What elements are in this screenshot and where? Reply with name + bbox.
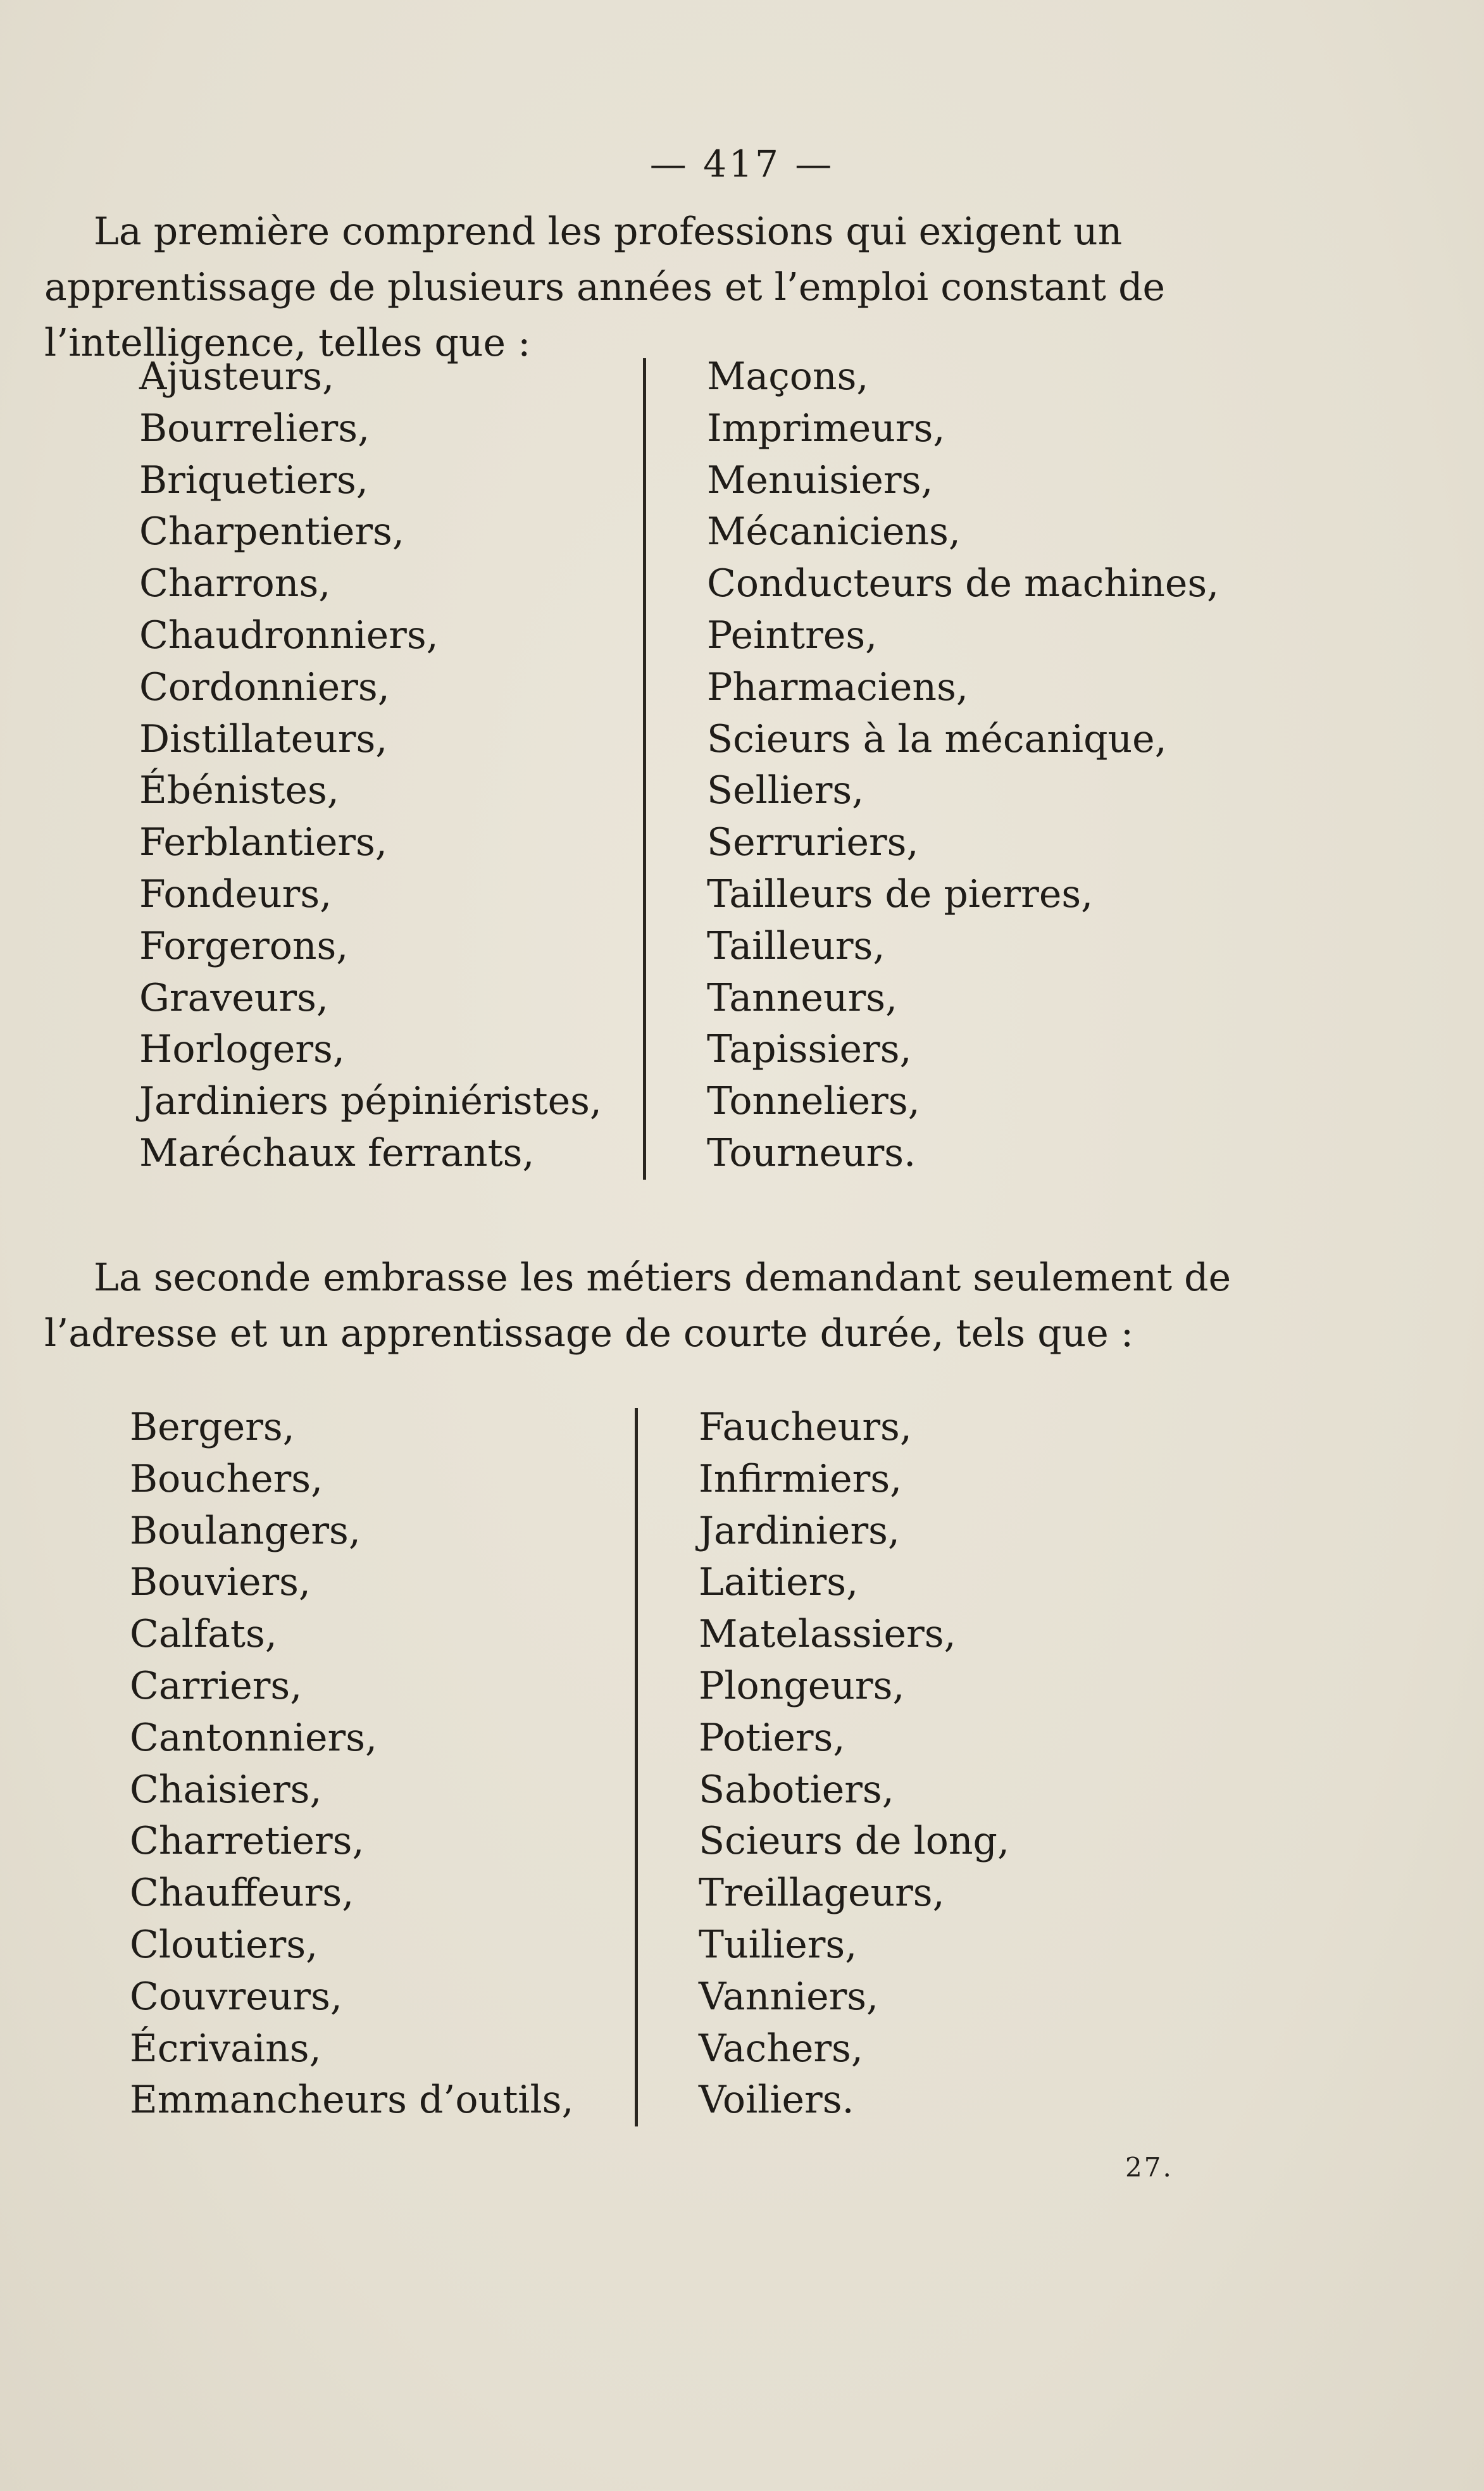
list-item: Tourneurs. [707, 1130, 916, 1175]
list-item: Tonneliers, [707, 1079, 920, 1124]
list-item: Couvreurs, [130, 1974, 342, 2019]
list-item: Cloutiers, [130, 1922, 318, 1967]
list-item: Bergers, [130, 1405, 295, 1449]
list-item: Peintres, [707, 613, 878, 658]
list-item: Imprimeurs, [707, 406, 945, 451]
list-item: Sabotiers, [699, 1767, 894, 1812]
list-item: Matelassiers, [699, 1612, 956, 1657]
list-item: Écrivains, [130, 2026, 321, 2071]
page-number: — 417 — [649, 142, 835, 185]
list-item: Vanniers, [699, 1974, 879, 2019]
list-item: Plongeurs, [699, 1663, 905, 1708]
list-item: Menuisiers, [707, 458, 933, 503]
list-item: Bouchers, [130, 1456, 323, 1501]
list-item: Cantonniers, [130, 1715, 378, 1760]
list-item: Emmancheurs d’outils, [130, 2078, 574, 2123]
list-item: Vachers, [699, 2026, 863, 2071]
list-item: Jardiniers pépiniéristes, [139, 1079, 602, 1124]
list-item: Voiliers. [699, 2078, 854, 2123]
second-category-list-left [130, 1402, 574, 2126]
list-item: Charpentiers, [139, 509, 404, 554]
list-item: Potiers, [699, 1715, 845, 1760]
list-item: Forgerons, [139, 923, 349, 968]
list-item: Fondeurs, [139, 871, 332, 916]
list-item: Ajusteurs, [139, 354, 335, 399]
list-item: Chaisiers, [130, 1767, 322, 1812]
column-divider-rule [643, 358, 646, 1180]
list-item: Cordonniers, [139, 665, 390, 709]
list-item: Mécaniciens, [707, 509, 961, 554]
paragraph-second-category-text: La seconde embrasse les métiers demandant seulement de l’adresse et un apprentissage de courte durée, tels que : [44, 1256, 1231, 1356]
first-category-list-right [707, 351, 1219, 1180]
list-item: Chauffeurs, [130, 1871, 354, 1916]
list-item: Distillateurs, [139, 716, 388, 761]
list-item: Selliers, [707, 768, 864, 813]
list-item: Bourreliers, [139, 406, 370, 451]
list-item: Briquetiers, [139, 458, 368, 503]
list-item: Maçons, [707, 354, 869, 399]
paragraph-first-category-text: La première comprend les professions qui exigent un apprentissage de plusieurs années et l’emploi constant de l’intelligence, telles que : [44, 209, 1166, 365]
list-item: Charrons, [139, 561, 331, 606]
list-item: Laitiers, [699, 1560, 859, 1605]
list-item: Calfats, [130, 1612, 277, 1657]
list-item: Treillageurs, [699, 1871, 945, 1916]
list-item: Carriers, [130, 1663, 302, 1708]
second-category-list-right [699, 1402, 1009, 2126]
list-item: Bouviers, [130, 1560, 311, 1605]
list-item: Conducteurs de machines, [707, 561, 1219, 606]
list-item: Ferblantiers, [139, 820, 387, 865]
list-item: Chaudronniers, [139, 613, 439, 658]
list-item: Ébénistes, [139, 768, 339, 813]
list-item: Scieurs de long, [699, 1819, 1010, 1864]
list-item: Graveurs, [139, 975, 328, 1020]
paragraph-first-category [44, 204, 1323, 371]
list-item: Tapissiers, [707, 1027, 912, 1072]
list-item: Tailleurs, [707, 923, 885, 968]
list-item: Tanneurs, [707, 975, 898, 1020]
paragraph-second-category [44, 1250, 1323, 1361]
list-item: Maréchaux ferrants, [139, 1130, 535, 1175]
first-category-list-left [139, 351, 602, 1180]
signature-mark: 27. [1125, 2152, 1173, 2183]
list-item: Jardiniers, [699, 1508, 900, 1553]
list-item: Infirmiers, [699, 1456, 902, 1501]
list-item: Horlogers, [139, 1027, 345, 1072]
list-item: Charretiers, [130, 1819, 365, 1864]
list-item: Pharmaciens, [707, 665, 968, 709]
list-item: Serruriers, [707, 820, 919, 865]
column-divider-rule [635, 1408, 638, 2126]
list-item: Tuiliers, [699, 1922, 857, 1967]
list-item: Scieurs à la mécanique, [707, 716, 1167, 761]
list-item: Boulangers, [130, 1508, 361, 1553]
list-item: Tailleurs de pierres, [707, 871, 1094, 916]
list-item: Faucheurs, [699, 1405, 912, 1449]
